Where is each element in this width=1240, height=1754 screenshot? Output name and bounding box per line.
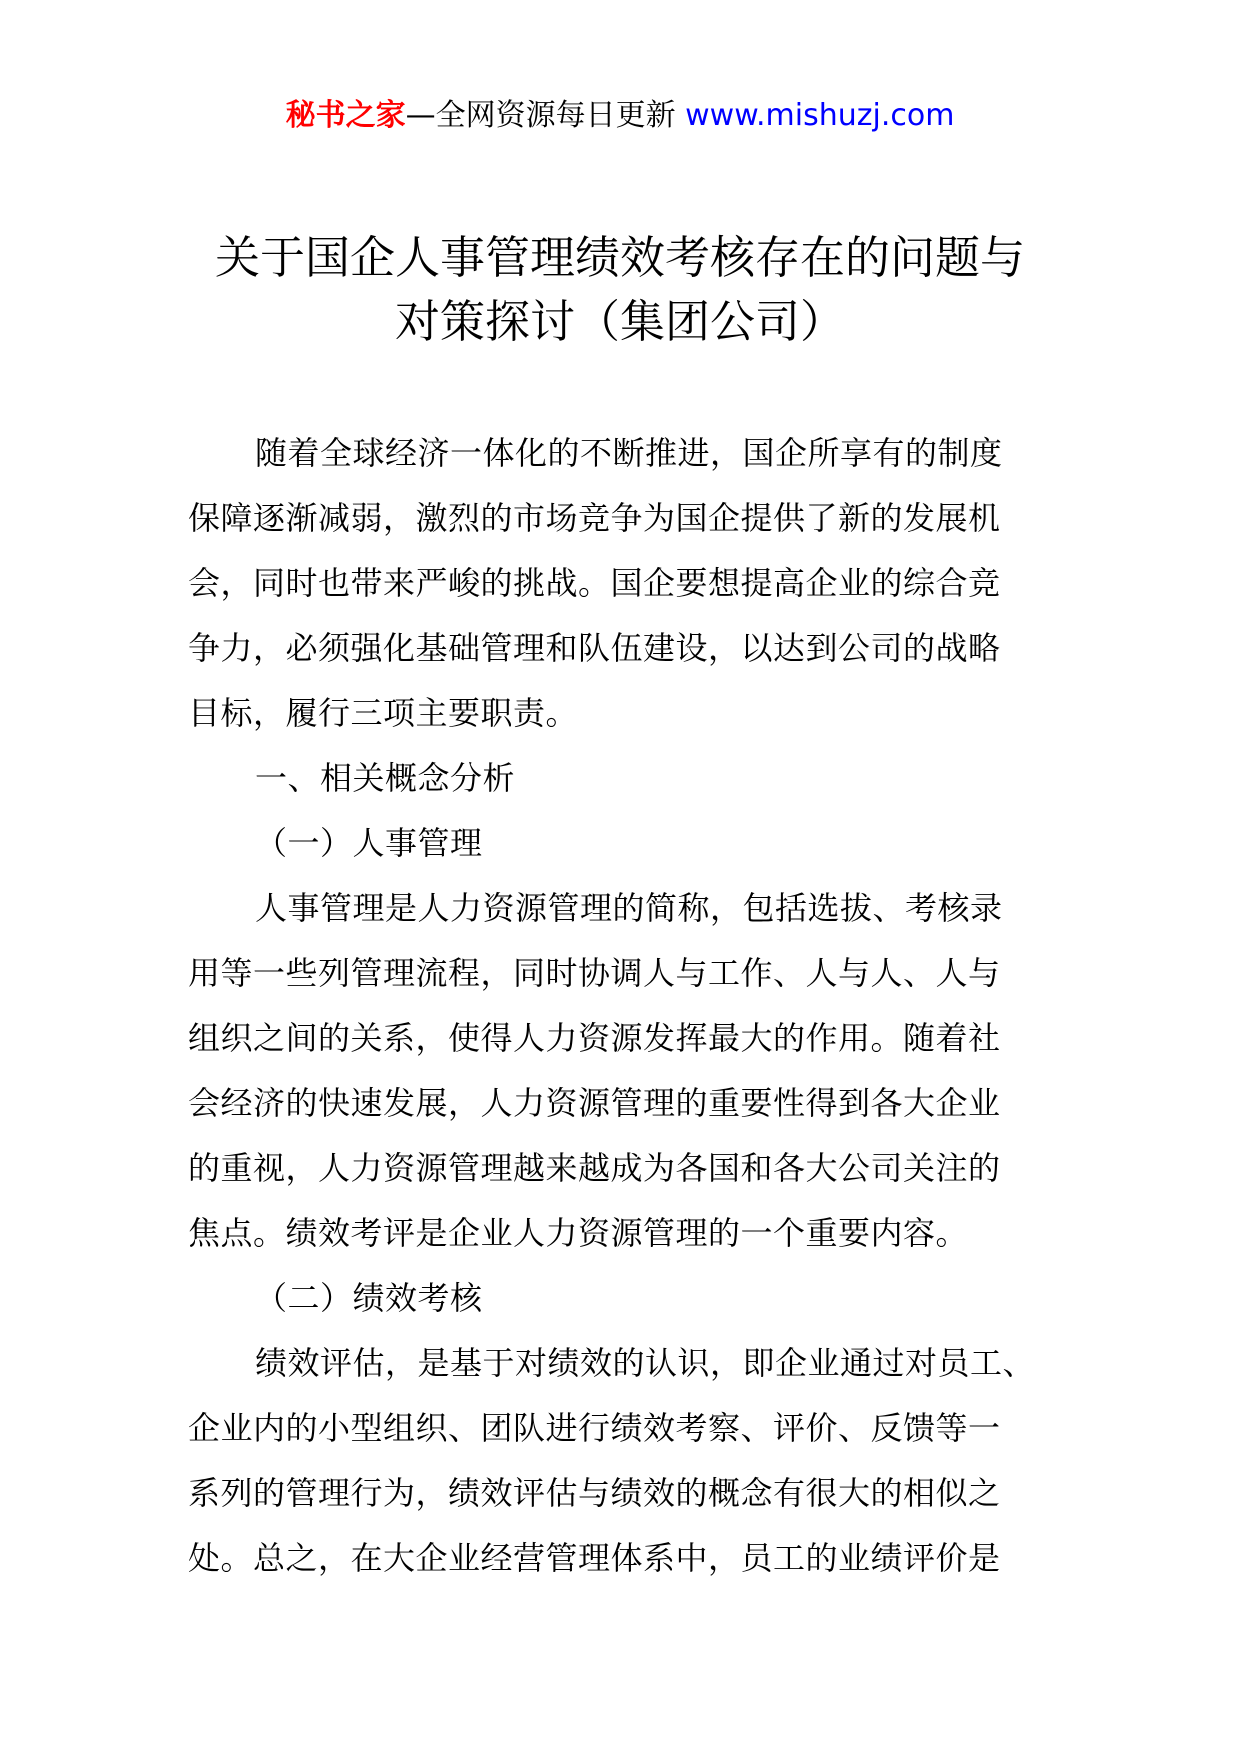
body-line: 系列的管理行为，绩效评估与绩效的概念有很大的相似之: [188, 1474, 1001, 1512]
body-line: 组织之间的关系，使得人力资源发挥最大的作用。随着社: [188, 1019, 1001, 1057]
body-line: 绩效评估，是基于对绩效的认识，即企业通过对员工、: [255, 1344, 1036, 1382]
body-line: 焦点。绩效考评是企业人力资源管理的一个重要内容。: [188, 1214, 969, 1252]
body-line: 处。总之，在大企业经营管理体系中，员工的业绩评价是: [188, 1539, 1001, 1577]
body-line: 的重视，人力资源管理越来越成为各国和各大公司关注的: [188, 1149, 1001, 1187]
title-line-2: 对策探讨（集团公司）: [394, 295, 845, 348]
body-line: 保障逐渐减弱，激烈的市场竞争为国企提供了新的发展机: [188, 499, 1001, 537]
body-line: 会，同时也带来严峻的挑战。国企要想提高企业的综合竞: [188, 564, 1001, 602]
document-title: [150, 226, 1090, 354]
section-heading: 一、相关概念分析: [255, 759, 516, 797]
body-line: 人事管理是人力资源管理的简称，包括选拔、考核录: [255, 889, 1003, 927]
body-line: 目标，履行三项主要职责。: [188, 694, 579, 732]
body-line: 随着全球经济一体化的不断推进，国企所享有的制度: [255, 434, 1003, 472]
site-url[interactable]: www.mishuzj.com: [685, 98, 955, 133]
body-line: 用等一些列管理流程，同时协调人与工作、人与人、人与: [188, 954, 1001, 992]
body-line: 会经济的快速发展，人力资源管理的重要性得到各大企业: [188, 1084, 1001, 1122]
subsection-heading: （一）人事管理: [255, 824, 483, 862]
header-tagline: —全网资源每日更新: [405, 98, 686, 133]
brand-name: 秘书之家: [285, 98, 406, 133]
document-body: [188, 421, 1068, 1591]
page-header: [0, 96, 1240, 136]
body-line: 争力，必须强化基础管理和队伍建设，以达到公司的战略: [188, 629, 1001, 667]
body-line: 企业内的小型组织、团队进行绩效考察、评价、反馈等一: [188, 1409, 1001, 1447]
body-text: [188, 421, 1068, 1591]
subsection-heading: （二）绩效考核: [255, 1279, 483, 1317]
title-line-1: 关于国企人事管理绩效考核存在的问题与: [214, 231, 1025, 284]
